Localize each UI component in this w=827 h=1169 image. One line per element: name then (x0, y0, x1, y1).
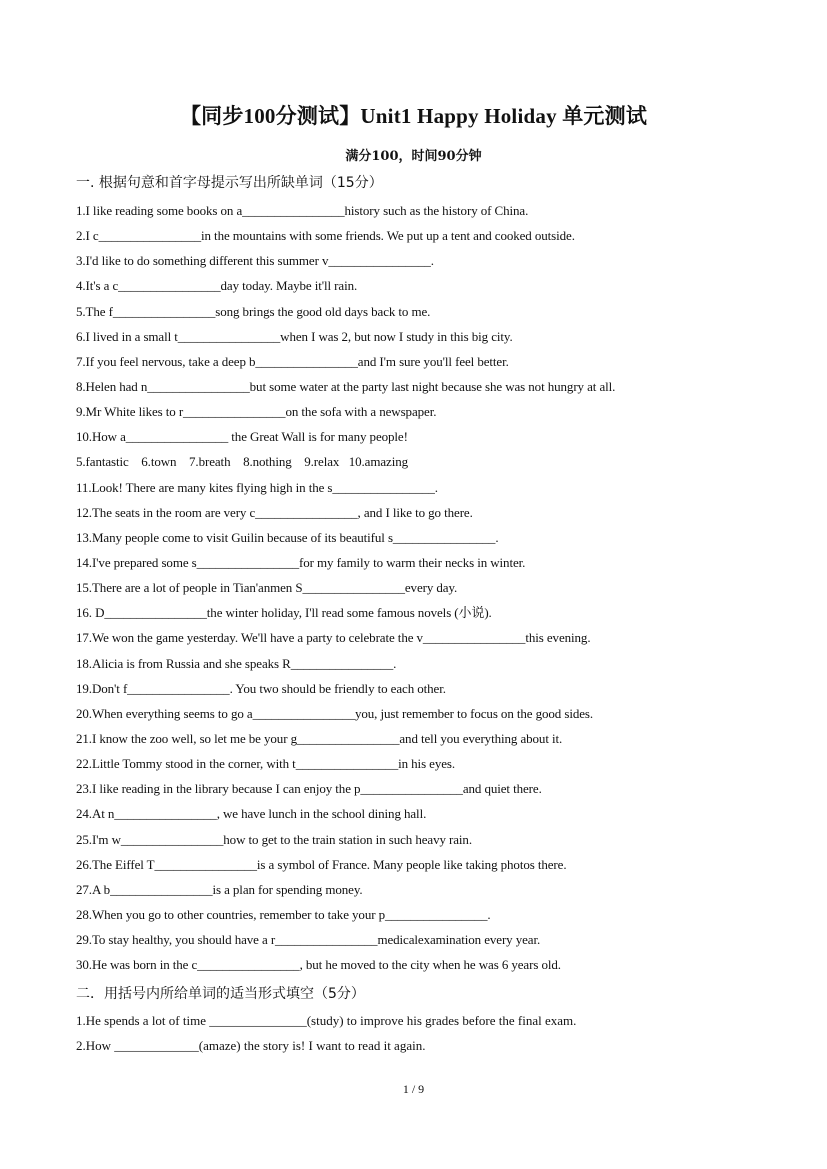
question-1-25: 25.I'm w________________how to get to the train station in such heavy rain. (76, 831, 472, 847)
answer-key-line: 5.fantastic 6.town 7.breath 8.nothing 9.relax 10.amazing (76, 454, 409, 470)
question-1-4: 4.It's a c________________day today. Maybe it'll rain. (76, 278, 358, 294)
question-1-20: 20.When everything seems to go a________________you, just remember to focus on the good sides. (76, 705, 594, 721)
page-subtitle: 满分100，时间90分钟 (345, 149, 482, 164)
question-1-2: 2.I c________________in the mountains with some friends. We put up a tent and cooked outside. (76, 228, 575, 244)
question-1-19: 19.Don't f________________. You two should be friendly to each other. (76, 680, 446, 696)
question-1-28: 28.When you go to other countries, remember to take your p________________. (76, 906, 491, 922)
page-number: 1 / 9 (402, 1082, 425, 1096)
question-1-16: 16. D________________the winter holiday, I'll read some famous novels (小说). (76, 605, 492, 621)
question-1-17: 17.We won the game yesterday. We'll have a party to celebrate the v________________this evening. (76, 630, 591, 646)
question-1-3: 3.I'd like to do something different this summer v________________. (76, 253, 434, 269)
question-1-11: 11.Look! There are many kites flying high in the s________________. (76, 479, 438, 495)
section-1-list (76, 198, 776, 977)
question-1-5: 5.The f________________song brings the good old days back to me. (76, 303, 431, 319)
question-1-13: 13.Many people come to visit Guilin because of its beautiful s________________. (76, 529, 499, 545)
question-1-26: 26.The Eiffel T________________is a symbol of France. Many people like taking photos there. (76, 856, 567, 872)
question-1-30: 30.He was born in the c________________, but he moved to the city when he was 6 years old. (76, 957, 561, 973)
section-2-heading: 二．用括号内所给单词的适当形式填空（5分） (76, 986, 365, 1002)
question-1-21: 21.I know the zoo well, so let me be your g________________and tell you everything about it. (76, 730, 563, 746)
question-1-18: 18.Alicia is from Russia and she speaks R________________. (76, 655, 397, 671)
question-1-15: 15.There are a lot of people in Tian'anmen S________________every day. (76, 580, 458, 596)
question-1-12: 12.The seats in the room are very c________________, and I like to go there. (76, 504, 473, 520)
question-1-29: 29.To stay healthy, you should have a r________________medicalexamination every year. (76, 932, 541, 948)
question-1-7: 7.If you feel nervous, take a deep b________________and I'm sure you'll feel better. (76, 353, 509, 369)
question-1-24: 24.At n________________, we have lunch in the school dining hall. (76, 806, 427, 822)
section-1-heading: 一. 根据句意和首字母提示写出所缺单词（15分） (76, 175, 383, 191)
question-1-27: 27.A b________________is a plan for spending money. (76, 881, 363, 897)
question-2-2: 2.How _____________(amaze) the story is! I want to read it again. (76, 1038, 426, 1053)
question-1-6: 6.I lived in a small t________________when I was 2, but now I study in this big city. (76, 328, 513, 344)
question-2-1: 1.He spends a lot of time _______________(study) to improve his grades before the final exam. (76, 1013, 577, 1028)
question-1-8: 8.Helen had n________________but some water at the party last night because she was not hungry at all. (76, 378, 616, 394)
page-title: 【同步100分测试】Unit1 Happy Holiday 单元测试 (179, 104, 648, 128)
question-1-1: 1.I like reading some books on a________________history such as the history of China. (76, 203, 529, 218)
question-1-14: 14.I've prepared some s________________for my family to warm their necks in winter. (76, 554, 526, 570)
question-1-23: 23.I like reading in the library because I can enjoy the p________________and quiet there. (76, 781, 542, 797)
question-1-9: 9.Mr White likes to r________________on the sofa with a newspaper. (76, 404, 437, 420)
question-1-22: 22.Little Tommy stood in the corner, with t________________in his eyes. (76, 756, 456, 772)
question-1-10: 10.How a________________ the Great Wall is for many people! (76, 429, 408, 445)
